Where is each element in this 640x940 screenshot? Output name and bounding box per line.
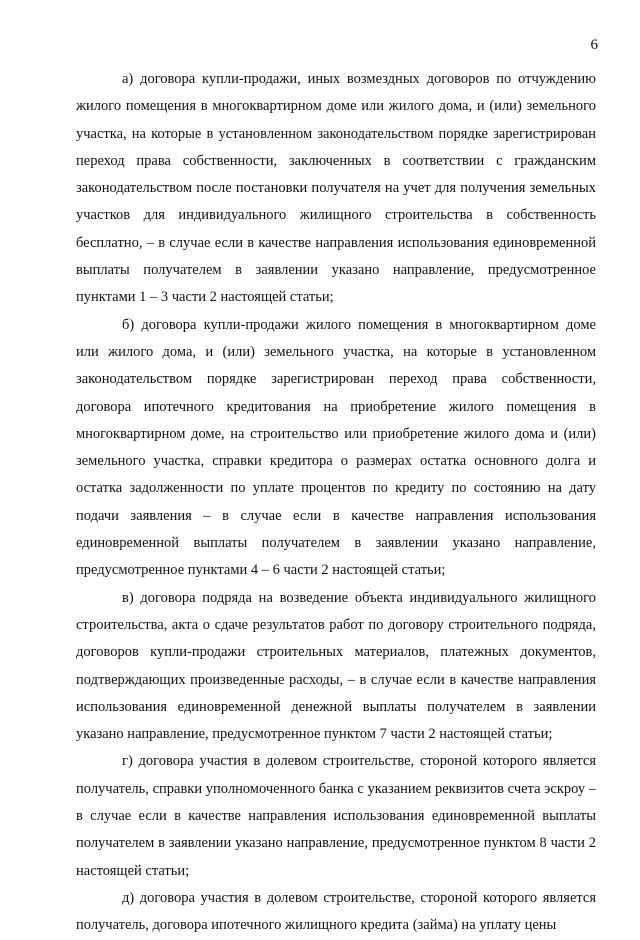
paragraph-d: д) договора участия в долевом строительстве, стороной которого является получатель, договора ипотечного жилищного кредита (займа) на уплату цены [76, 889, 596, 934]
paragraph-a: а) договора купли-продажи, иных возмездных договоров по отчуждению жилого помещения в многоквартирном доме или жилого дома, и (или) земельного участка, на которые в установленном законодательством порядке зарегистрирован переход права собственности, заключенных в соответствии с гражданским законодательством после постановки получателя на учет для получения земельных участков для индивидуального жилищного строительства в собственность бесплатно, – в случае если в качестве направления использования единовременной выплаты получателем в заявлении указано направление, предусмотренное пунктами 1 – 3 части 2 настоящей статьи; [76, 71, 596, 306]
paragraph-v: в) договора подряда на возведение объекта индивидуального жилищного строительства, акта о сдаче результатов работ по договору строительного подряда, договоров купли-продажи строительных материалов, платежных документов, подтверждающих произведенные расходы, – в случае если в качестве направления использования единовременной денежной выплаты получателем в заявлении указано направление, предусмотренное пунктом 7 части 2 настоящей статьи; [76, 589, 596, 743]
paragraph-b: б) договора купли-продажи жилого помещения в многоквартирном доме или жилого дома, и (или) земельного участка, на которые в установленном законодательством порядке зарегистрирован переход права собственности, договора ипотечного кредитования на приобретение жилого помещения в многоквартирном доме, на строительство или приобретение жилого дома и (или) земельного участка, справки кредитора о размерах остатка основного долга и остатка задолженности по уплате процентов по кредиту по состоянию на дату подачи заявления – в случае если в качестве направления использования единовременной выплаты получателем в заявлении указано направление, предусмотренное пунктами 4 – 6 части 2 настоящей статьи; [76, 316, 596, 579]
paragraph-g: г) договора участия в долевом строительстве, стороной которого является получатель, справки уполномоченного банка с указанием реквизитов счета эскроу – в случае если в качестве направления использования единовременной выплаты получателем в заявлении указано направление, предусмотренное пунктом 8 части 2 настоящей статьи; [76, 753, 596, 879]
document-body [76, 66, 596, 940]
page-number: 6 [590, 37, 598, 53]
